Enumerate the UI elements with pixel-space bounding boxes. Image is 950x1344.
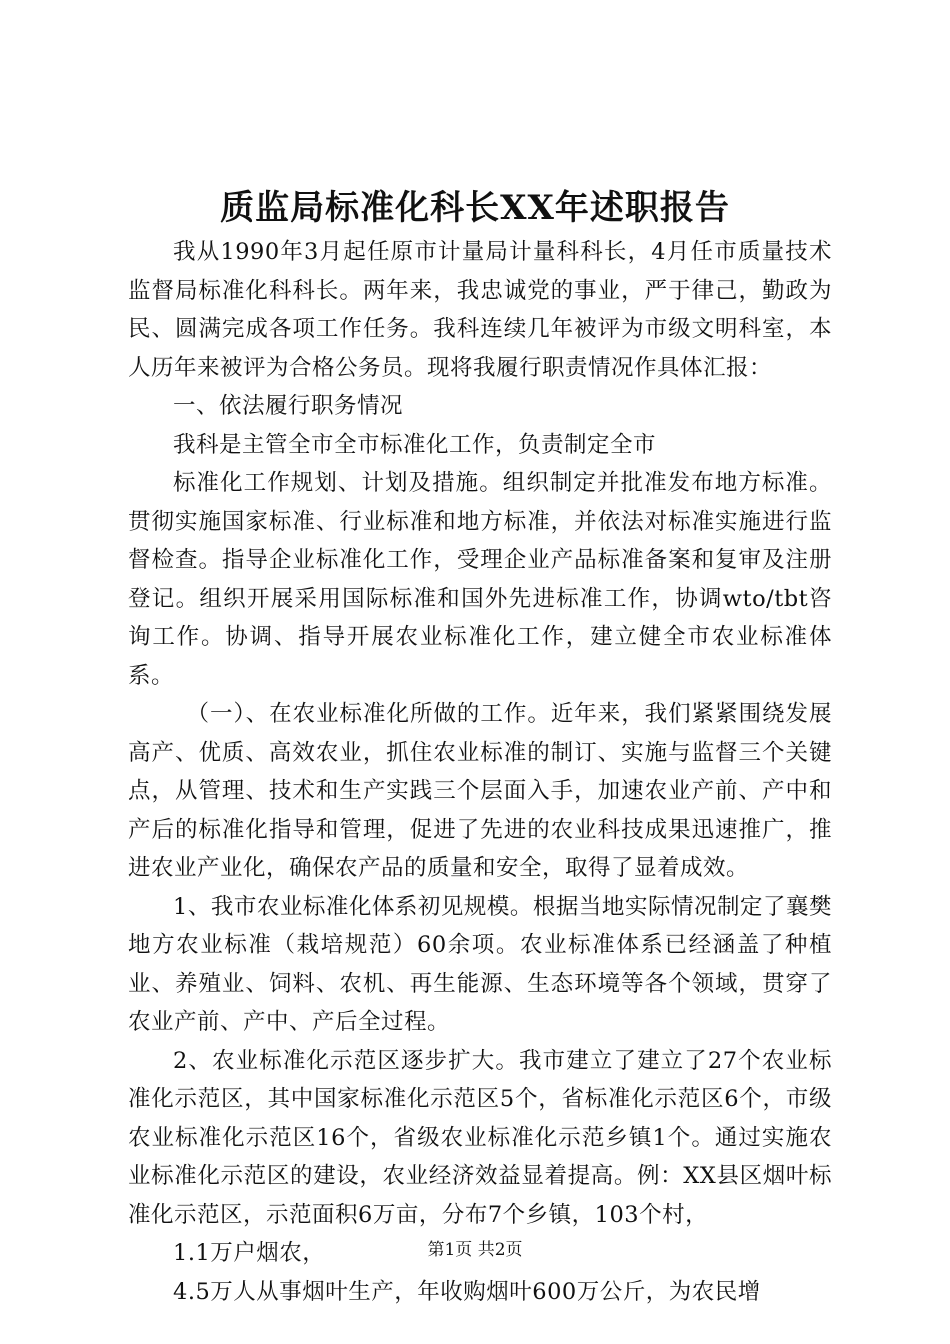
paragraph: 4.5万人从事烟叶生产，年收购烟叶600万公斤，为农民增 — [173, 1278, 761, 1305]
paragraph-intro: 我从1990年3月起任原市计量局计量科科长，4月任市质量技术监督局标准化科科长。两年来，我忠诚党的事业，严于律己，勤政为民、圆满完成各项工作任务。我科连续几年被评为市级文明科室，本人历年来被评为合格公务员。现将我履行职责情况作具体汇报： — [128, 239, 832, 381]
document-title: 质监局标准化科长XX年述职报告 — [220, 188, 730, 228]
list-item-paragraph: 1、我市农业标准化体系初见规模。根据当地实际情况制定了襄樊地方农业标准（栽培规范）60余项。农业标准体系已经涵盖了种植业、养殖业、饲料、农机、再生能源、生态环境等各个领域，贯穿了农业产前、产中、产后全过程。 — [128, 893, 832, 1035]
paragraph: 标准化工作规划、计划及措施。组织制定并批准发布地方标准。贯彻实施国家标准、行业标准和地方标准，并依法对标准实施进行监督检查。指导企业标准化工作，受理企业产品标准备案和复审及注册登记。组织开展采用国际标准和国外先进标准工作，协调wto/tbt咨询工作。协调、指导开展农业标准化工作，建立健全市农业标准体系。 — [128, 470, 832, 689]
paragraph: 1.1万户烟农， — [173, 1240, 326, 1266]
list-item-paragraph: 2、农业标准化示范区逐步扩大。我市建立了建立了27个农业标准化示范区，其中国家标准化示范区5个，省标准化示范区6个，市级农业标准化示范区16个，省级农业标准化示范乡镇1个。通过实施农业标准化示范区的建设，农业经济效益显着提高。例：XX县区烟叶标准化示范区，示范面积6万亩，分布7个乡镇，103个村， — [128, 1047, 832, 1228]
page-number: 第1页 共2页 — [427, 1240, 523, 1260]
paragraph: 我科是主管全市全市标准化工作，负责制定全市 — [173, 431, 657, 458]
document-body — [128, 233, 832, 1311]
subsection-paragraph: （一）、在农业标准化所做的工作。近年来，我们紧紧围绕发展高产、优质、高效农业，抓住农业标准的制订、实施与监督三个关键点，从管理、技术和生产实践三个层面入手，加速农业产前、产中和产后的标准化指导和管理，促进了先进的农业科技成果迅速推广，推进农业产业化，确保农产品的质量和安全，取得了显着成效。 — [128, 701, 832, 881]
section-heading: 一、依法履行职务情况 — [173, 393, 404, 419]
